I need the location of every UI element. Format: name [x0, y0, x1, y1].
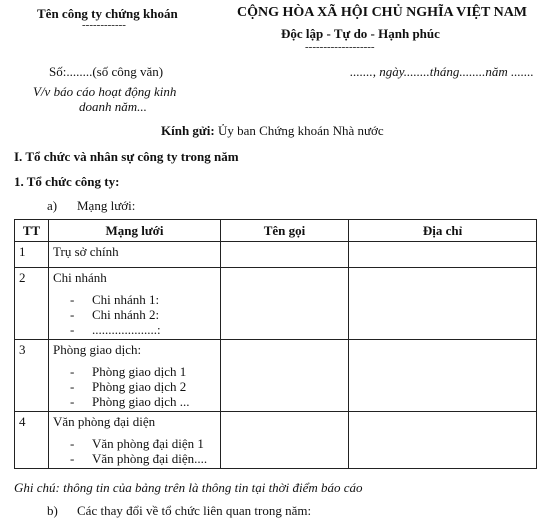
recipient-line [161, 123, 384, 139]
republic-title: CỘNG HÒA XÃ HỘI CHỦ NGHĨA VIỆT NAM [237, 5, 528, 20]
table-row [15, 242, 537, 268]
item-b-label: Các thay đổi về tổ chức liên quan trong năm: [77, 503, 312, 518]
table-row [15, 412, 537, 469]
list-item: - Văn phòng đại diện 1 [70, 436, 204, 451]
item-b-marker: b) [47, 503, 58, 518]
list-item: - Văn phòng đại diện.... [70, 451, 208, 466]
header-name: Tên gọi [221, 220, 349, 242]
header-network: Mạng lưới [49, 220, 221, 242]
network-label: Văn phòng đại diện [53, 414, 156, 429]
company-name: Tên công ty chứng khoán [37, 6, 178, 21]
header-tt: TT [15, 220, 49, 242]
list-item: - Phòng giao dịch ... [70, 394, 190, 409]
network-label: Trụ sở chính [49, 242, 221, 268]
row-number: 4 [15, 412, 49, 469]
date-line: ......., ngày........tháng........năm ....... [350, 64, 534, 79]
table-row [15, 340, 537, 412]
network-cell [49, 268, 221, 340]
subject-line-2: doanh năm... [79, 99, 147, 114]
table-header-row [15, 220, 537, 242]
table-note: Ghi chú: thông tin của bảng trên là thông tin tại thời điểm báo cáo [14, 480, 363, 495]
network-cell [49, 412, 221, 469]
header-address: Địa chỉ [349, 220, 537, 242]
network-label: Phòng giao dịch: [53, 342, 142, 357]
network-table [14, 219, 537, 469]
row-number: 1 [15, 242, 49, 268]
table-row [15, 268, 537, 340]
list-item: - Chi nhánh 1: [70, 292, 160, 307]
network-cell [49, 340, 221, 412]
national-motto: Độc lập - Tự do - Hạnh phúc [281, 26, 440, 41]
row-number: 3 [15, 340, 49, 412]
name-cell [221, 340, 349, 412]
section-heading: I. Tổ chức và nhân sự công ty trong năm [14, 149, 239, 164]
item-a-marker: a) [47, 198, 58, 213]
list-item: - Phòng giao dịch 1 [70, 364, 187, 379]
document-number: Số:........(số công văn) [49, 64, 164, 79]
name-cell [221, 268, 349, 340]
subsection-heading: 1. Tổ chức công ty: [14, 174, 120, 189]
recipient-prefix: Kính gửi: [161, 123, 215, 138]
name-cell [221, 412, 349, 469]
row-number: 2 [15, 268, 49, 340]
company-divider: ------------ [82, 19, 126, 31]
address-cell [349, 242, 537, 268]
network-label: Chi nhánh [53, 270, 107, 285]
recipient-name: Ủy ban Chứng khoán Nhà nước [214, 123, 384, 138]
subject-line-1: V/v báo cáo hoạt động kinh [33, 84, 177, 99]
name-cell [221, 242, 349, 268]
list-item: - Chi nhánh 2: [70, 307, 160, 322]
item-a-label: Mạng lưới: [77, 198, 136, 213]
motto-divider: ------------------- [305, 41, 375, 53]
address-cell [349, 340, 537, 412]
address-cell [349, 268, 537, 340]
address-cell [349, 412, 537, 469]
list-item: - ....................: [70, 322, 161, 337]
list-item: - Phòng giao dịch 2 [70, 379, 187, 394]
